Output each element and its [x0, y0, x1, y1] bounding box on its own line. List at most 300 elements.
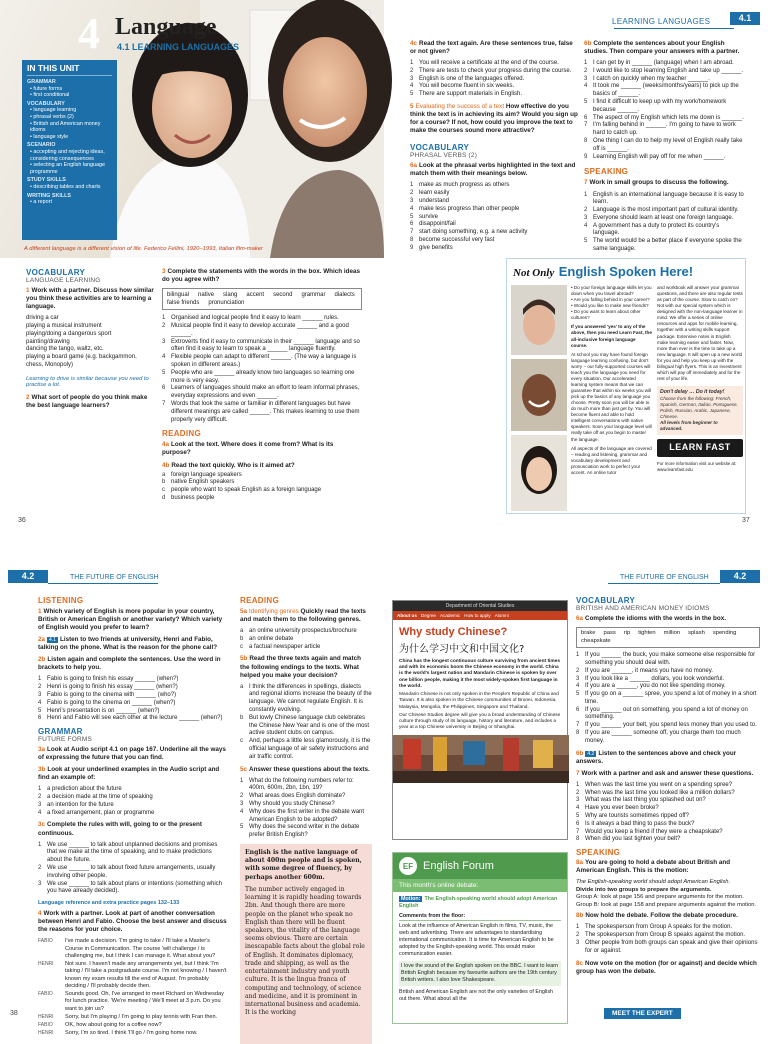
- nav-item-0[interactable]: About us: [397, 613, 417, 618]
- speech: Sounds good. Oh, I've arranged to meet Richard on Wednesday for lunch practice. 'We're meeting / We'll meet at 3 p.m. Do you want to join us?: [65, 991, 224, 1012]
- p38-header: THE FUTURE OF ENGLISH: [70, 574, 159, 581]
- nav-item-4[interactable]: Alumni: [494, 613, 509, 618]
- task-4c: 4c Read the text again. Are these sentences true, false or not given?: [410, 40, 573, 56]
- dialogue: [38, 938, 228, 1037]
- speaker: FABIO: [38, 991, 53, 998]
- item-text: Organised and logical people find it easy to learn ______ rules.: [171, 315, 339, 322]
- task-6a: 6a Look at the phrasal verbs highlighted in the text and match them with their meanings below.: [410, 162, 576, 178]
- speaking-heading-39: SPEAKING: [576, 848, 621, 858]
- page-38: [0, 540, 384, 1037]
- list-item: [576, 813, 760, 821]
- item-number: 5: [162, 369, 166, 376]
- in-this-unit-panel: [22, 60, 117, 240]
- list-item: [38, 684, 228, 692]
- word-box-item: splash: [688, 630, 705, 637]
- contents-heading: GRAMMAR: [27, 79, 56, 85]
- item-number: 1: [38, 676, 42, 683]
- activity-item: painting/drawing: [26, 338, 70, 345]
- meet-the-expert-button[interactable]: MEET THE EXPERT: [604, 1008, 681, 1019]
- item-number: 3: [162, 338, 166, 345]
- item-text: But lowly Chinese language club celebrates the Chinese New Year and is one of the most active student clubs on campus.: [249, 714, 370, 737]
- list-item: [240, 738, 372, 761]
- speaker: HENRI: [38, 1030, 54, 1037]
- item-text: Fabio is going to finish his essay ______ (when?): [47, 676, 179, 683]
- vocab-heading: VOCABULARY: [26, 268, 86, 277]
- word-box-item: bilingual: [167, 292, 190, 299]
- item-number: 1: [410, 60, 414, 67]
- contents-item: • describing tables and charts: [30, 183, 101, 190]
- section-tab-39: 4.2: [720, 570, 760, 583]
- item-number: 4: [576, 683, 580, 690]
- task-7-items-39: [576, 782, 760, 844]
- list-item: [240, 636, 372, 644]
- item-text: The world would be a better place if everyone spoke the same language.: [593, 238, 742, 253]
- uni-title: Why study Chinese?: [399, 626, 508, 638]
- english-forum: [392, 852, 568, 1024]
- list-item: [162, 354, 362, 370]
- example-quote: Learning to drive is similar because you need to practise a lot.: [26, 375, 149, 388]
- contents-item: • British and American money idioms: [30, 120, 101, 134]
- item-text: The spokesperson from Group B speaks against the motion.: [585, 932, 746, 939]
- item-text: a fixed arrangement, plan or programme: [47, 809, 155, 816]
- p36-left-column: [26, 268, 154, 414]
- word-box-item: brake: [581, 630, 596, 637]
- list-item: [576, 668, 760, 676]
- item-number: 4: [576, 805, 580, 812]
- uni-p2: Mandarin Chinese is not only spoken in the People's Republic of China and Taiwan. It is also spoken in the Chinese communities of Brunei, Indonesia, Malaysia, Mongolia, the Philippines, Singapore and Thailand.: [399, 692, 559, 710]
- speaker: FABIO: [38, 938, 53, 945]
- contents-heading: WRITING SKILLS: [27, 192, 72, 199]
- forum-comment-2: I love the sound of the English spoken on the BBC. I want to learn British English because my favourite authors are the 19th century British writers. I also love Shakespeare.: [399, 961, 561, 986]
- item-number: 4: [38, 809, 42, 816]
- word-box-item: million: [663, 630, 681, 637]
- item-text: Have you ever been broke?: [585, 805, 659, 812]
- section-tab-38: 4.2: [8, 570, 48, 583]
- item-text: English is an international language because it is easy to learn.: [593, 191, 744, 206]
- list-item: [162, 315, 362, 323]
- item-number: 4: [584, 222, 588, 229]
- forum-motion: Motion: The English-speaking world should adopt American English: [399, 896, 558, 910]
- list-item: [584, 83, 744, 99]
- p37-col1: [410, 40, 578, 257]
- task-6b-39: 6b 4.2 Listen to the sentences above and check your answers.: [576, 749, 737, 765]
- item-text: I think the differences in spellings, dialects and regional idioms increase the beauty of the language. We cannot regulate English. It is constantly evolving.: [249, 683, 372, 714]
- forum-title: English Forum: [423, 860, 494, 872]
- word-box-item: native: [198, 292, 215, 299]
- item-text: a prediction about the future: [47, 786, 122, 793]
- task-5a: 5a Identifying genres Quickly read the texts and match them to the following genres.: [240, 608, 366, 624]
- task-3a: 3a Look at Audio script 4.1 on page 167. Underline all the ways of expressing the future that you can find.: [38, 746, 226, 762]
- grammar-sub: FUTURE FORMS: [38, 736, 93, 744]
- item-text: I would like to stop learning English and take up ______.: [593, 67, 744, 74]
- item-number: 2: [240, 793, 244, 800]
- item-number: 6: [576, 820, 580, 827]
- list-item: [410, 83, 578, 91]
- page-number-37: 37: [742, 517, 750, 524]
- item-number: 5: [240, 824, 244, 831]
- item-text: Would you keep a friend if they were a cheapskate?: [585, 828, 723, 835]
- task-8c: 8c Now vote on the motion (for or against) and decide which group has won the debate.: [576, 959, 757, 975]
- word-box-item: spending: [712, 630, 737, 637]
- list-item: [38, 700, 228, 708]
- p36-right-column: [162, 268, 362, 507]
- task-6a-items: [410, 182, 578, 252]
- list-item: [576, 805, 760, 813]
- list-item: [576, 676, 760, 684]
- item-number: 2: [584, 67, 588, 74]
- list-item: [584, 99, 744, 115]
- street-photo: [393, 735, 569, 783]
- item-number: 3: [584, 214, 588, 221]
- list-item: [38, 786, 228, 794]
- item-text: I'm falling behind in ______. I'm going to have to work hard to catch up.: [593, 122, 736, 137]
- item-text: understand: [419, 197, 450, 204]
- item-number: 8: [576, 730, 580, 737]
- list-item: [162, 339, 362, 355]
- word-box-39: [576, 627, 760, 648]
- learn-fast-logo: LEARN FAST: [657, 439, 743, 457]
- activity-item: playing/doing a dangerous sport: [26, 330, 112, 337]
- item-number: 2: [38, 794, 42, 801]
- item-number: 2: [38, 684, 42, 691]
- list-item: [410, 76, 578, 84]
- p37-col2: [584, 40, 744, 258]
- list-item: [240, 793, 372, 801]
- item-text: There are support materials in English.: [419, 91, 523, 98]
- item-number: 7: [584, 122, 588, 129]
- task-2b-items: [38, 676, 228, 723]
- item-text: The aspect of my English which lets me down is ______.: [593, 114, 744, 121]
- ad-title: Not Only English Spoken Here!: [513, 264, 694, 279]
- bottom-spread: [0, 540, 768, 1037]
- ad-col2: [657, 285, 743, 473]
- list-item: [576, 691, 760, 707]
- ad-photos: [511, 285, 567, 511]
- task-4b: 4b Read the text quickly. Who is it aimed at?: [162, 461, 295, 469]
- ad-col2-text: and workbook will answer your grammar questions, and there are also regular tests as part of the course. Slow to catch on? Not with our special system which is designed with the non-language learner in mind. We offer a series of online resources and apps for mobile learning, together with a writing skills support package. Extensive notes in English make learning easier and faster. Now, more than ever is the time to take up a new language. It will open up a new world for you and help you keep up with the bilingual high flyers. This is an investment which will pay off immediately and for the rest of your life.: [657, 285, 743, 381]
- list-item: [240, 809, 372, 825]
- speaker: HENRI: [38, 1013, 54, 1020]
- item-text: Henri and Fabio will see each other at the lecture ______ (when?): [47, 715, 223, 722]
- item-text: It took me ______ (weeks/months/years) to pick up the basics of ______.: [593, 83, 739, 98]
- page-number-38: 38: [10, 1010, 18, 1017]
- dialogue-line: [38, 938, 228, 960]
- contents-item: • accepting and rejecting ideas, considering consequences: [30, 148, 105, 162]
- list-item: [584, 68, 744, 76]
- list-item: [162, 385, 362, 401]
- list-item: [240, 778, 372, 794]
- contents-item: • selecting an English language programme: [30, 162, 106, 175]
- dialogue-line: [38, 1014, 228, 1021]
- list-item: [38, 802, 228, 810]
- debate-setup: The English-speaking world should adopt American English. Divide into two groups to prepare the arguments. Group A: look at page 156 and prepare arguments for the motion. Group B: look at page 158 and prepare arguments against the motion.: [576, 879, 757, 908]
- ad-bullet: • Are you falling behind in your career?: [571, 297, 650, 303]
- item-text: Why does the second writer in the debate prefer British English?: [249, 824, 360, 839]
- list-item: [38, 676, 228, 684]
- language-reference-link[interactable]: Language reference and extra practice pages 132–133: [38, 900, 180, 907]
- item-text: Fabio is going to the cinema with ______ (who?): [47, 691, 177, 698]
- speaker: HENRI: [38, 961, 54, 968]
- item-number: 7: [576, 722, 580, 729]
- list-item: [576, 940, 760, 956]
- word-box-item: tighten: [638, 630, 656, 637]
- item-number: c: [240, 643, 243, 650]
- item-text: If you are a ______, you do not like spending money.: [585, 683, 726, 690]
- list-item: [240, 801, 372, 809]
- item-number: 6: [584, 114, 588, 121]
- task-8a: 8a You are going to hold a debate about British and American English. This is the motion:: [576, 859, 731, 875]
- list-item: [576, 821, 760, 829]
- audio-badge[interactable]: 4.1: [49, 637, 56, 644]
- activity-item: driving a car: [26, 315, 59, 322]
- item-number: 6: [410, 221, 414, 228]
- list-item: [584, 192, 744, 208]
- item-number: 2: [584, 207, 588, 214]
- item-text: a factual newspaper article: [249, 643, 321, 650]
- item-number: 7: [162, 401, 166, 408]
- list-item: [576, 683, 760, 691]
- item-text: give benefits: [419, 244, 453, 251]
- list-item: [240, 684, 372, 715]
- item-number: 3: [576, 675, 580, 682]
- forum-comments-label: Comments from the floor:: [399, 913, 561, 921]
- task-5a-items: [240, 628, 372, 651]
- item-text: If you go on a ______ spree, you spend a lot of money in a short time.: [585, 691, 757, 705]
- list-item: [576, 730, 760, 746]
- university-webpage: [392, 600, 568, 840]
- item-text: Why are tourists sometimes ripped off?: [585, 813, 689, 819]
- ef-logo: EF: [399, 857, 417, 875]
- list-item: [576, 707, 760, 723]
- task-4-38: 4 Work with a partner. Look at part of another conversation between Henri and Fabio. Choose the best answer and discuss the reasons for your choice.: [38, 910, 227, 934]
- vocab-sub-39: BRITISH AND AMERICAN MONEY IDIOMS: [576, 605, 710, 612]
- vocab-heading-39: VOCABULARY: [576, 596, 636, 605]
- item-number: 3: [410, 75, 414, 82]
- ad-promo-box: Don't delay … Do it today! Choose from the following: French, Spanish, German, Italian, Portuguese, Polish, Russian, Arabic, Japanese, Chinese. All levels from beginner to advanced.: [657, 386, 743, 435]
- item-number: a: [162, 471, 166, 478]
- task-8b: 8b Now hold the debate. Follow the debate procedure.: [576, 912, 738, 920]
- item-number: a: [240, 683, 244, 690]
- item-number: 7: [410, 229, 414, 236]
- item-number: 9: [584, 153, 588, 160]
- unit-subtitle: 4.1 LEARNING LANGUAGES: [117, 42, 240, 52]
- task-1: 1 Work with a partner. Discuss how similar you think these activities are to learning a language.: [26, 287, 154, 311]
- item-text: English is one of the languages offered.: [419, 75, 525, 82]
- list-item: [584, 207, 744, 215]
- task-3-items: [162, 315, 362, 424]
- list-item: [410, 190, 578, 198]
- task-4b-items: [162, 472, 362, 503]
- item-number: 1: [240, 777, 244, 784]
- list-item: [240, 715, 372, 738]
- item-number: a: [240, 628, 244, 635]
- contents-item: • future forms: [30, 85, 63, 92]
- task-7-39: 7 Work with a partner and ask and answer these questions.: [576, 769, 754, 777]
- item-number: 2: [410, 190, 414, 197]
- task-4c-items: [410, 60, 578, 99]
- item-text: people who want to speak English as a foreign language: [171, 487, 322, 494]
- list-item: [38, 881, 228, 897]
- vocab-subheading: LANGUAGE LEARNING: [26, 277, 101, 284]
- item-number: 1: [576, 924, 580, 931]
- speech: Sorry, but I'm playing / I'm going to play tennis with Fran then.: [65, 1013, 218, 1020]
- list-item: [162, 495, 362, 503]
- item-number: 1: [38, 841, 42, 848]
- word-box-item: slang: [223, 292, 238, 299]
- audio-badge-39[interactable]: 4.2: [587, 750, 595, 757]
- forum-comment-1: Look at the influence of American English in films, TV, music, the web and advertising. There are advantages to standardising international communication. It is time for American English to be adopted by the English-speaking world. This would make communication easier.: [399, 923, 554, 958]
- task-6a-39: 6a Complete the idioms with the words in the box.: [576, 615, 727, 622]
- item-text: business people: [171, 494, 215, 501]
- site-nav: [393, 611, 567, 620]
- listening-heading: LISTENING: [38, 596, 84, 605]
- task-5b-items: [240, 684, 372, 762]
- item-text: If you ______ the buck, you make someone else responsible for something you should deal with.: [585, 652, 756, 666]
- forum-header: [393, 853, 567, 879]
- forum-body: [393, 892, 567, 1007]
- speaking-heading-37: SPEAKING: [584, 167, 629, 177]
- vocab-heading-37: VOCABULARY: [410, 143, 470, 153]
- list-item: [410, 237, 578, 245]
- item-number: 5: [584, 99, 588, 106]
- activity-item: playing a board game (e.g. backgammon, chess, Monopoly): [26, 354, 137, 368]
- contents-item: • first conditional: [30, 92, 70, 99]
- ad-footer: For more information visit our website at: www.learnfast.edu: [657, 461, 737, 472]
- list-item: [576, 797, 760, 805]
- item-number: b: [162, 479, 166, 486]
- item-text: You will receive a certificate at the end of the course.: [419, 60, 559, 67]
- item-number: 1: [38, 786, 42, 793]
- task-3c: 3c Complete the rules with will, going to or the present continuous.: [38, 821, 202, 837]
- item-text: learn easily: [419, 190, 450, 197]
- ad-bullet: • Do your foreign language skills let you down when you travel abroad?: [571, 285, 652, 297]
- word-box-item: cheapskate: [581, 637, 611, 644]
- item-text: One thing I can do to help my level of English really take off is ______.: [593, 138, 743, 152]
- speech: I've made a decision. 'I'm going to take / I'll take a Master's Course in Communication. The course 'will challenge / is challenging me, but I think I can manage it. What about you?: [65, 938, 216, 959]
- item-text: become successful very fast: [419, 236, 495, 243]
- item-number: 8: [410, 236, 414, 243]
- page-36: [0, 0, 384, 530]
- p38-col2: [240, 596, 372, 1044]
- word-box-item: dialects: [334, 292, 355, 299]
- ad-bullets: [571, 285, 653, 321]
- dialogue-line: [38, 1022, 228, 1029]
- newspaper-article: English is the native language of about 400m people and is spoken, with some degree of fluency, by perhaps another 600m. The number actively engaged in learning it is rapidly heading towards 2bn. And though there are more people on the planet who speak no English than there will be fluent speakers, the vitality of the language seems obvious. There are certain inescapable facts about the global role of English. It dominates diplomacy, trade and shipping, as well as the entertainment industry and youth culture. It is the lingua franca of computing and technology, of science and medicine, and it is prominent in international business and academia. It is the working: [240, 844, 372, 1044]
- item-number: 3: [38, 880, 42, 887]
- item-number: 5: [410, 213, 414, 220]
- p39-header: THE FUTURE OF ENGLISH: [620, 574, 709, 581]
- item-text: You will become fluent in six weeks.: [419, 83, 515, 90]
- spread-divider: [0, 530, 768, 540]
- word-box-item: false friends: [167, 300, 200, 307]
- list-item: [584, 138, 744, 154]
- task-2b: 2b Listen again and complete the sentences. Use the word in brackets to help you.: [38, 656, 221, 672]
- activity-item: dancing the tango, waltz, etc.: [26, 346, 104, 353]
- list-item: [584, 223, 744, 239]
- item-number: 5: [410, 91, 414, 98]
- item-text: When was the last time you looked like a million dollars?: [585, 789, 735, 796]
- task-5c: 5c Answer these questions about the texts.: [240, 765, 370, 773]
- header-rule-39: [608, 583, 720, 584]
- task-1-38: 1 Which variety of English is more popular in your country, British or American English or another variety? Which variety of English would you prefer to learn?: [38, 608, 223, 632]
- item-number: 1: [584, 60, 588, 67]
- item-text: make as much progress as others: [419, 182, 510, 189]
- list-item: [162, 401, 362, 424]
- list-item: [410, 60, 578, 68]
- item-number: 6: [576, 706, 580, 713]
- unit-quote: A different language is a different vision of life. Federico Fellini, 1920–1993, Italian film-maker: [24, 246, 263, 252]
- item-number: 2: [576, 667, 580, 674]
- item-text: I catch on quickly when my teacher ______.: [593, 75, 710, 82]
- task-6b: 6b Complete the sentences about your English studies. Then compare your answers with a partner.: [584, 40, 740, 56]
- item-number: 4: [240, 808, 244, 815]
- list-item: [584, 154, 744, 162]
- item-number: 1: [576, 781, 580, 788]
- item-text: If you ______ your belt, you spend less money than you used to.: [585, 722, 757, 729]
- word-box-item: rip: [623, 630, 631, 637]
- item-text: We use ______ to talk about plans or intentions (something which you have already decided).: [47, 880, 222, 895]
- item-number: 5: [38, 707, 42, 714]
- item-number: 2: [410, 67, 414, 74]
- task-3c-items: [38, 842, 228, 897]
- item-text: And, perhaps a little less glamorously, it is the official language of air safety instructions and air traffic control.: [249, 738, 371, 760]
- item-number: b: [240, 714, 244, 721]
- unit-title: Language: [115, 14, 217, 40]
- item-text: Words that look the same or familiar in different languages but have different meanings are called ______. This makes learning to use them properly very difficult.: [171, 401, 360, 423]
- item-number: 6: [38, 715, 42, 722]
- list-item: [576, 782, 760, 790]
- item-text: foreign language speakers: [171, 471, 242, 478]
- list-item: [38, 842, 228, 865]
- item-text: If you look like a ______ dollars, you look wonderful.: [585, 675, 725, 682]
- word-box-item: pronunciation: [208, 300, 245, 307]
- item-number: 5: [576, 691, 580, 698]
- item-number: 4: [410, 83, 414, 90]
- list-item: [410, 68, 578, 76]
- item-number: 5: [584, 238, 588, 245]
- dialogue-line: [38, 1030, 228, 1037]
- nav-item-1[interactable]: Degree: [420, 613, 436, 618]
- uni-chinese-title: 为什么学习中文和中国文化?: [399, 644, 525, 655]
- item-number: c: [240, 738, 243, 745]
- task-2a: 2a 4.1 Listen to two friends at university, Henri and Fabio, talking on the phone. What is the reason for the phone call?: [38, 636, 218, 652]
- task-6a-items-39: [576, 652, 760, 746]
- item-text: make less progress than other people: [419, 205, 520, 212]
- speaker: FABIO: [38, 1022, 53, 1029]
- list-item: [162, 479, 362, 487]
- item-number: 3: [584, 75, 588, 82]
- item-number: 3: [576, 940, 580, 947]
- list-item: [576, 790, 760, 798]
- list-item: [240, 628, 372, 636]
- nav-item-2[interactable]: Academic: [439, 613, 461, 618]
- item-text: Flexible people can adapt to different ______. (The way a language is spoken in different areas.): [171, 354, 357, 369]
- grammar-heading: GRAMMAR: [38, 727, 83, 737]
- item-number: 3: [38, 691, 42, 698]
- nav-item-3[interactable]: How to apply: [464, 613, 491, 618]
- list-item: [38, 692, 228, 700]
- unit-number: 4: [78, 9, 100, 58]
- item-text: disappoint/fail: [419, 221, 456, 228]
- task-2: 2 What sort of people do you think make the best language learners?: [26, 393, 148, 409]
- ad-body2: All aspects of the language are covered – reading and listening, grammar and vocabulary development and pronunciation work to perfect your accent. An online tutor: [571, 445, 652, 475]
- list-item: [584, 122, 744, 138]
- list-item: [576, 836, 760, 844]
- item-number: 1: [162, 315, 166, 322]
- list-item: [410, 229, 578, 237]
- item-number: 3: [576, 797, 580, 804]
- task-7: 7 Work in small groups to discuss the following.: [584, 179, 729, 187]
